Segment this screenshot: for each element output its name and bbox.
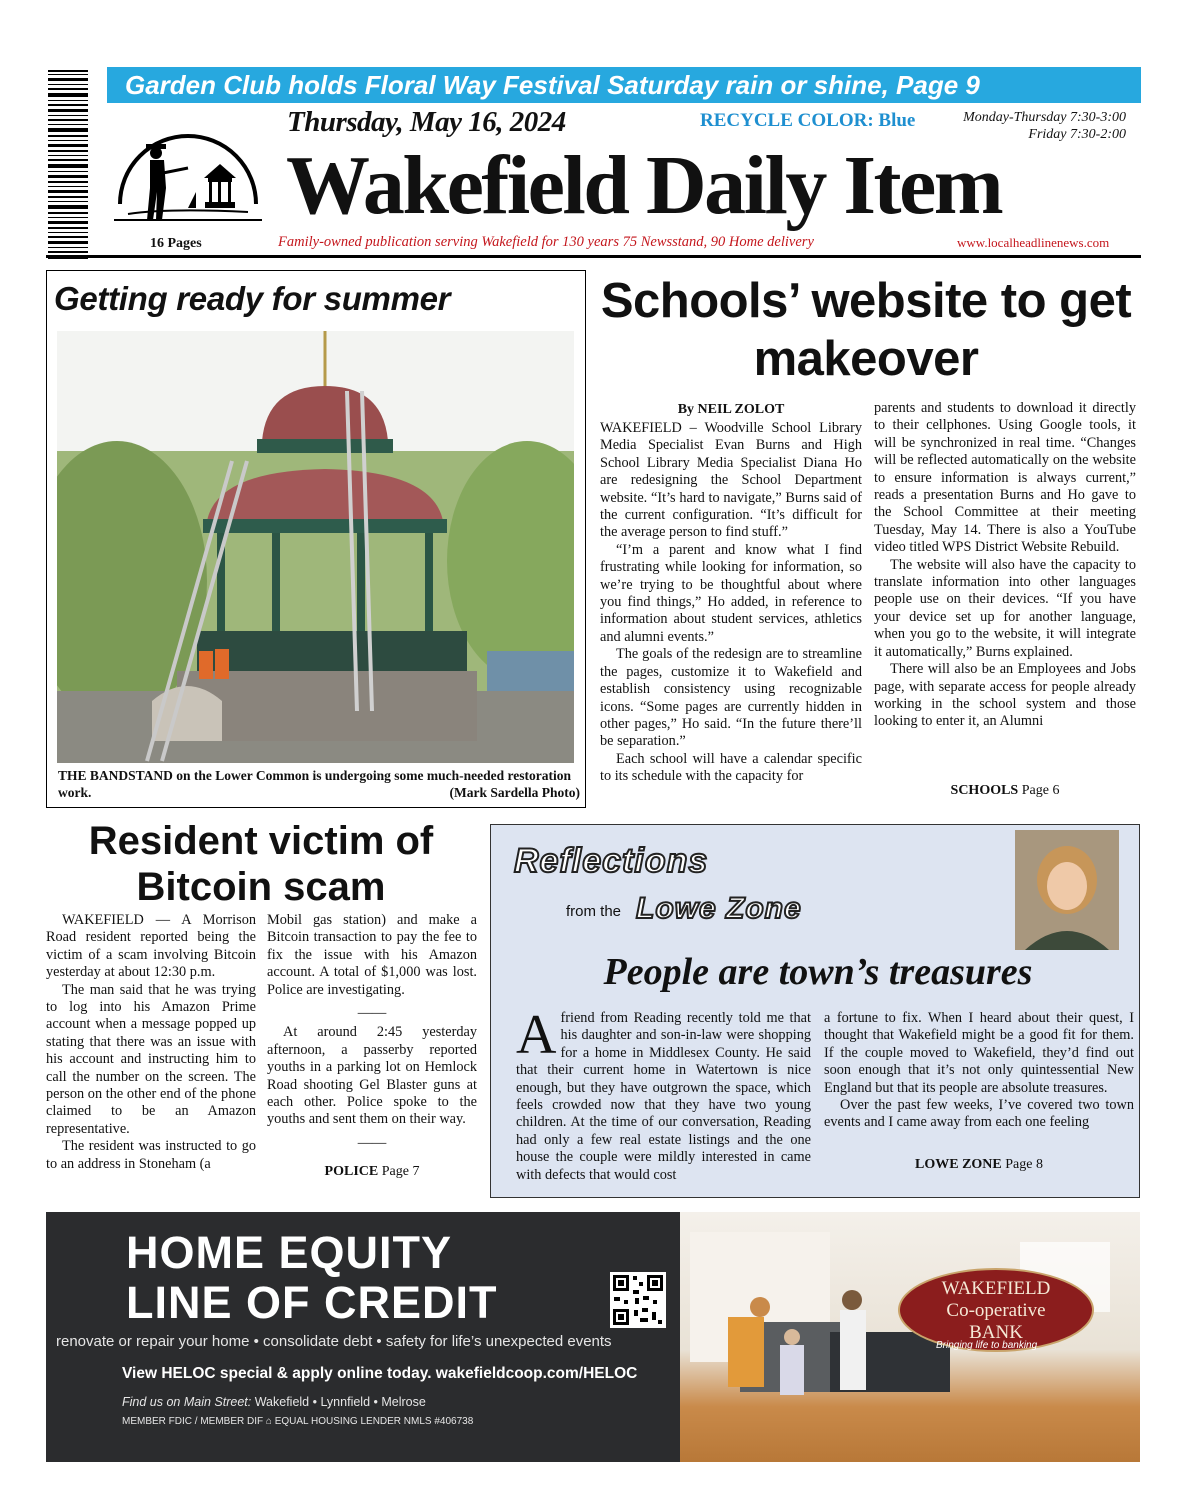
paragraph: The resident was instructed to go to an address in Stoneham (a: [46, 1138, 256, 1172]
paragraph: The website will also have the capacity to translate information into other languages people use on their devices. “If you have your device set up for another language, when you go to the website, it will integrate it automatically,” Burns explained.: [874, 556, 1136, 660]
bank-name-line2: Co-operative: [946, 1300, 1046, 1321]
paragraph-text: friend from Reading recently told me that his daughter and son-in-law were shopping for a home in Middlesex County. He said that their current home in Watertown is nice enough, but they have outgrown the space, which feels crowded now that they have two young children. At the time of our conversation, Reading had only a few real estate listings and the one house the couple were mildly interested in came with defects that would cost: [516, 1010, 811, 1183]
jump-label: LOWE ZONE: [915, 1157, 1002, 1172]
qr-code-icon[interactable]: [610, 1272, 666, 1328]
paragraph: At around 2:45 yesterday afternoon, a passerby reported youths in a parking lot on Hemlock Road shooting Gel Blaster guns at each other. Police spoke to the youths and sent them on their way.: [267, 1024, 477, 1128]
logo-word-reflections: Reflections: [514, 842, 709, 880]
paragraph: Over the past few weeks, I’ve covered two town events and I came away from each one feeling: [824, 1097, 1134, 1131]
paragraph: The man said that he was trying to log into his Amazon Prime account when a message popped up stating that there was an issue with his account and instructing him to call the number on the screen. The person on the other end of the phone claimed to be an Amazon representative.: [46, 981, 256, 1137]
bitcoin-headline[interactable]: Resident victim of Bitcoin scam: [88, 819, 434, 909]
paragraph: Mobil gas station) and make a Bitcoin transaction to pay the fee to fix the issue with his Amazon account. A total of $1,000 was lost. Police are investigating.: [267, 912, 477, 998]
jump-page: Page 6: [1021, 783, 1060, 798]
hours-friday: Friday 7:30-2:00: [1028, 127, 1126, 142]
barcode: [44, 68, 94, 264]
paragraph: Each school will have a calendar specific to its schedule with the capacity for: [600, 750, 862, 785]
hours-weekday: Monday-Thursday 7:30-3:00: [963, 110, 1126, 125]
ad-headline: [126, 1228, 498, 1328]
ad-benefits: renovate or repair your home • consolidate debt • safety for life’s unexpected events: [56, 1333, 612, 1350]
jump-page: Page 7: [381, 1164, 420, 1179]
schools-jump[interactable]: [874, 783, 1136, 799]
minuteman-logo: [108, 108, 268, 240]
photo-heading: Getting ready for summer: [54, 280, 451, 317]
website-link[interactable]: www.localheadlinenews.com: [957, 235, 1110, 250]
tagline: Family-owned publication serving Wakefield for 130 years 75 Newsstand, 90 Home delivery: [278, 234, 814, 250]
logo-word-lowe-zone: Lowe Zone: [636, 892, 802, 925]
lowe-column-1: [516, 1004, 811, 1184]
bitcoin-column-2: [267, 912, 477, 1154]
paragraph: “I’m a parent and know what I find frustrating while looking for information, so we’re trying to be thoughtful about where you find things,” Ho added, in reference to information about student services, athletics and alumni events.”: [600, 541, 862, 645]
paragraph: There will also be an Employees and Jobs page, with separate access for people already working in the school system and those looking to enter it, an Alumni: [874, 661, 1136, 730]
paragraph: a fortune to fix. When I heard about their quest, I thought that Wakefield might be a good fit for them. If the couple moved to Wakefield, they’d find out soon enough that it’s not only quintessential New England but that its people are absolute treasures.: [824, 1010, 1134, 1096]
separator: ——: [357, 1005, 387, 1022]
paragraph: WAKEFIELD – Woodville School Library Media Specialist Evan Burns and High School Library Media Specialist Diana Ho are redesigning the School Department website. “It’s hard to navigate,” Burns said of the current configuration. “It’s difficult for the average person to find stuff.”: [600, 420, 862, 541]
schools-headline[interactable]: Schools’ website to get makeover: [600, 274, 1132, 386]
bandstand-photo[interactable]: [57, 331, 574, 763]
photo-caption: [58, 767, 580, 801]
issue-date: Thursday, May 16, 2024: [287, 106, 566, 138]
jump-page: Page 8: [1005, 1157, 1043, 1172]
newspaper-title: Wakefield Daily Item: [286, 139, 1002, 232]
ad-headline-line2: LINE OF CREDIT: [126, 1277, 498, 1328]
police-jump[interactable]: [267, 1164, 477, 1180]
bank-slogan: Bringing life to banking: [936, 1340, 1038, 1351]
caption-text: THE BANDSTAND on the Lower Common is undergoing some much-needed restoration work.: [58, 768, 572, 800]
schools-byline: By NEIL ZOLOT: [677, 402, 785, 417]
top-banner[interactable]: Garden Club holds Floral Way Festival Saturday rain or shine, Page 9: [107, 67, 1141, 103]
jump-label: SCHOOLS: [950, 783, 1019, 798]
locations-towns: Wakefield • Lynnfield • Melrose: [251, 1395, 426, 1409]
paragraph: WAKEFIELD — A Morrison Road resident reported being the victim of a scam involving Bitcoin yesterday at about 12:30 p.m.: [46, 912, 256, 981]
separator: ——: [357, 1134, 387, 1151]
lowe-zone-jump[interactable]: [824, 1157, 1134, 1173]
bank-name-line1: WAKEFIELD: [941, 1278, 1051, 1299]
paragraph: The goals of the redesign are to streamline the pages, customize it to Wakefield and establish consistency using recognizable icons. “Some pages are currently hidden in other pages,” Ho said. “In the future there’ll be separation.”: [600, 646, 862, 750]
recycle-color: RECYCLE COLOR: Blue: [700, 110, 916, 131]
schools-column-1: [600, 420, 862, 786]
lowe-zone-headline[interactable]: People are town’s treasures: [603, 951, 1033, 993]
columnist-portrait: [1015, 830, 1119, 950]
lowe-column-2: [824, 1010, 1134, 1132]
jump-label: POLICE: [324, 1164, 379, 1179]
masthead-rule: [46, 255, 1141, 258]
ad-locations: [122, 1395, 426, 1409]
logo-from-the: from the: [566, 903, 622, 920]
photo-credit: (Mark Sardella Photo): [449, 785, 580, 800]
locations-label: Find us on Main Street:: [122, 1395, 252, 1409]
drop-cap: A: [516, 1004, 557, 1066]
ad-fdic-notice: MEMBER FDIC / MEMBER DIF ⌂ EQUAL HOUSING LENDER NMLS #406738: [122, 1416, 474, 1427]
ad-headline-line1: HOME EQUITY: [126, 1227, 453, 1278]
office-hours: [930, 109, 1126, 143]
bitcoin-column-1: [46, 912, 256, 1173]
paragraph: parents and students to download it directly to their cellphones. Using Google tools, it will be synchronized in real time. “Changes will be reflected automatically on the website to ensure information is always current,” reads a presentation Burns and Ho gave to the School Committee at their meeting Tuesday, May 14. There is also a YouTube video titled WPS District Website Rebuild.: [874, 400, 1136, 556]
paragraph: [516, 1004, 811, 1184]
schools-column-2: [874, 400, 1136, 731]
reflections-logo: [512, 838, 872, 928]
page-count: 16 Pages: [150, 236, 202, 251]
bank-name-line3: BANK: [969, 1322, 1023, 1343]
ad-call-to-action[interactable]: View HELOC special & apply online today. wakefieldcoop.com/HELOC: [122, 1365, 638, 1382]
